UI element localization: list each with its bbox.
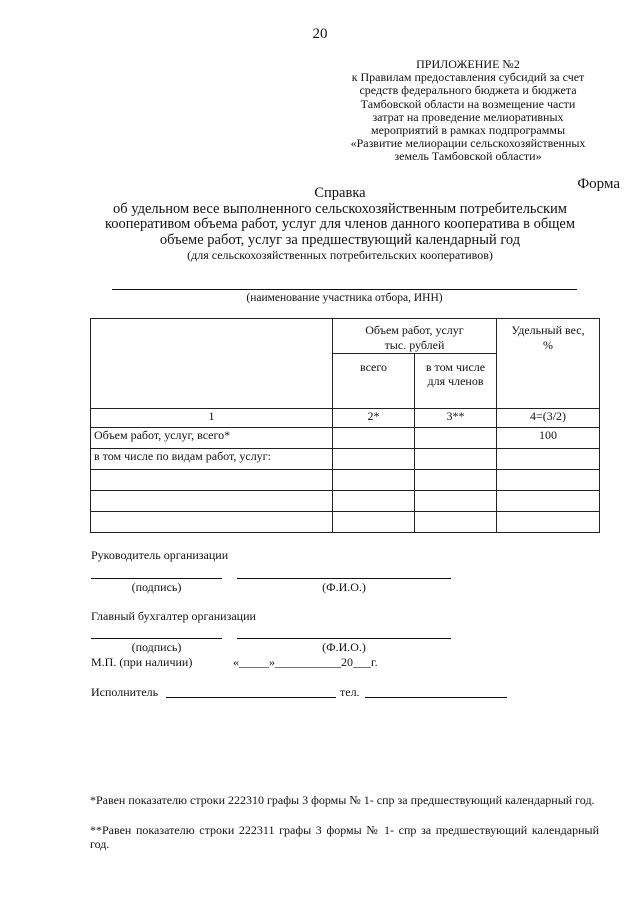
volume-table [90,318,600,533]
header-total-text: всего [359,360,388,374]
form-label: Форма [577,176,620,192]
table-cell [497,512,600,533]
num-cell: 2* [333,409,415,428]
executor-line [166,697,336,698]
accountant-fio-line [237,638,451,639]
heading-subtitle: (для сельскохозяйственных потребительских кооперативов) [187,248,493,262]
table-cell [333,491,415,512]
header-volume [333,319,497,354]
phone-label: тел. [340,685,360,699]
footnote-2: **Равен показателю строки 222311 графы 3 формы № 1- спр за предшествующий календарный год. [90,823,599,851]
accountant-fio-caption: (Ф.И.О.) [322,640,366,654]
table-cell [91,512,333,533]
table-row [91,491,600,512]
head-sign-caption: (подпись) [131,580,182,594]
num-cell: 1 [91,409,333,428]
table-cell [333,428,415,449]
head-fio-caption: (Ф.И.О.) [322,580,366,594]
accountant-sign-line [91,638,222,639]
appendix-line: земель Тамбовской области» [394,149,542,164]
header-empty-cell [91,319,333,409]
accountant-sign-caption: (подпись) [131,640,182,654]
table-row [91,512,600,533]
table-cell [415,512,497,533]
appendix-line: затрат на проведение мелиоративных [372,109,564,124]
table-row [91,449,600,470]
table-cell [415,449,497,470]
executor-label: Исполнитель [91,685,159,699]
appendix-line: «Развитие мелиорации сельскохозяйственных [350,136,586,151]
document-heading [40,186,640,264]
appendix-title: ПРИЛОЖЕНИЕ №2 [416,57,520,71]
heading-line: об удельном весе выполненного сельскохозяйственным потребительским [113,200,567,217]
row-total-share: 100 [497,428,600,449]
appendix-block [318,58,618,164]
heading-line: объеме работ, услуг за предшествующий календарный год [159,231,521,248]
table-cell [333,512,415,533]
date-line: «_____»___________20___г. [233,655,378,669]
stamp-label: М.П. (при наличии) [91,655,193,669]
table-cell [497,470,600,491]
appendix-line: к Правилам предоставления субсидий за счет [351,70,585,85]
phone-line [365,697,507,698]
header-members-text: в том числе для членов [425,360,486,388]
head-fio-line [237,578,451,579]
page-number: 20 [312,26,328,42]
appendix-line: мероприятий в рамках подпрограммы [370,123,566,138]
header-share [497,319,600,409]
header-volume-text: Объем работ, услуг тыс. рублей [365,323,464,352]
appendix-line: средств федерального бюджета и бюджета [359,83,577,98]
row-total-label: Объем работ, услуг, всего* [91,428,333,449]
table-cell [415,491,497,512]
header-members [415,354,497,409]
footnote-1: *Равен показателю строки 222310 графы 3 формы № 1- спр за предшествующий календарный год. [90,793,595,807]
table-cell [497,491,600,512]
participant-name-line [112,289,577,290]
header-share-text: Удельный вес, % [511,323,585,352]
head-label: Руководитель организации [91,548,229,562]
table-row [91,470,600,491]
accountant-label: Главный бухгалтер организации [91,609,256,623]
table-cell [497,449,600,470]
row-by-type-label: в том числе по видам работ, услуг: [91,449,333,470]
table-cell [415,428,497,449]
table-cell [415,470,497,491]
head-sign-line [91,578,222,579]
num-cell: 3** [415,409,497,428]
header-total [333,354,415,409]
num-cell: 4=(3/2) [497,409,600,428]
table-cell [91,470,333,491]
table-cell [333,449,415,470]
heading-line: кооперативом объема работ, услуг для членов данного кооператива в общем [104,216,576,232]
heading-title: Справка [314,185,366,201]
table-cell [333,470,415,491]
appendix-line: Тамбовской области на возмещение части [360,96,576,111]
participant-caption: (наименование участника отбора, ИНН) [246,292,443,304]
table-cell [91,491,333,512]
table-row [91,428,600,449]
